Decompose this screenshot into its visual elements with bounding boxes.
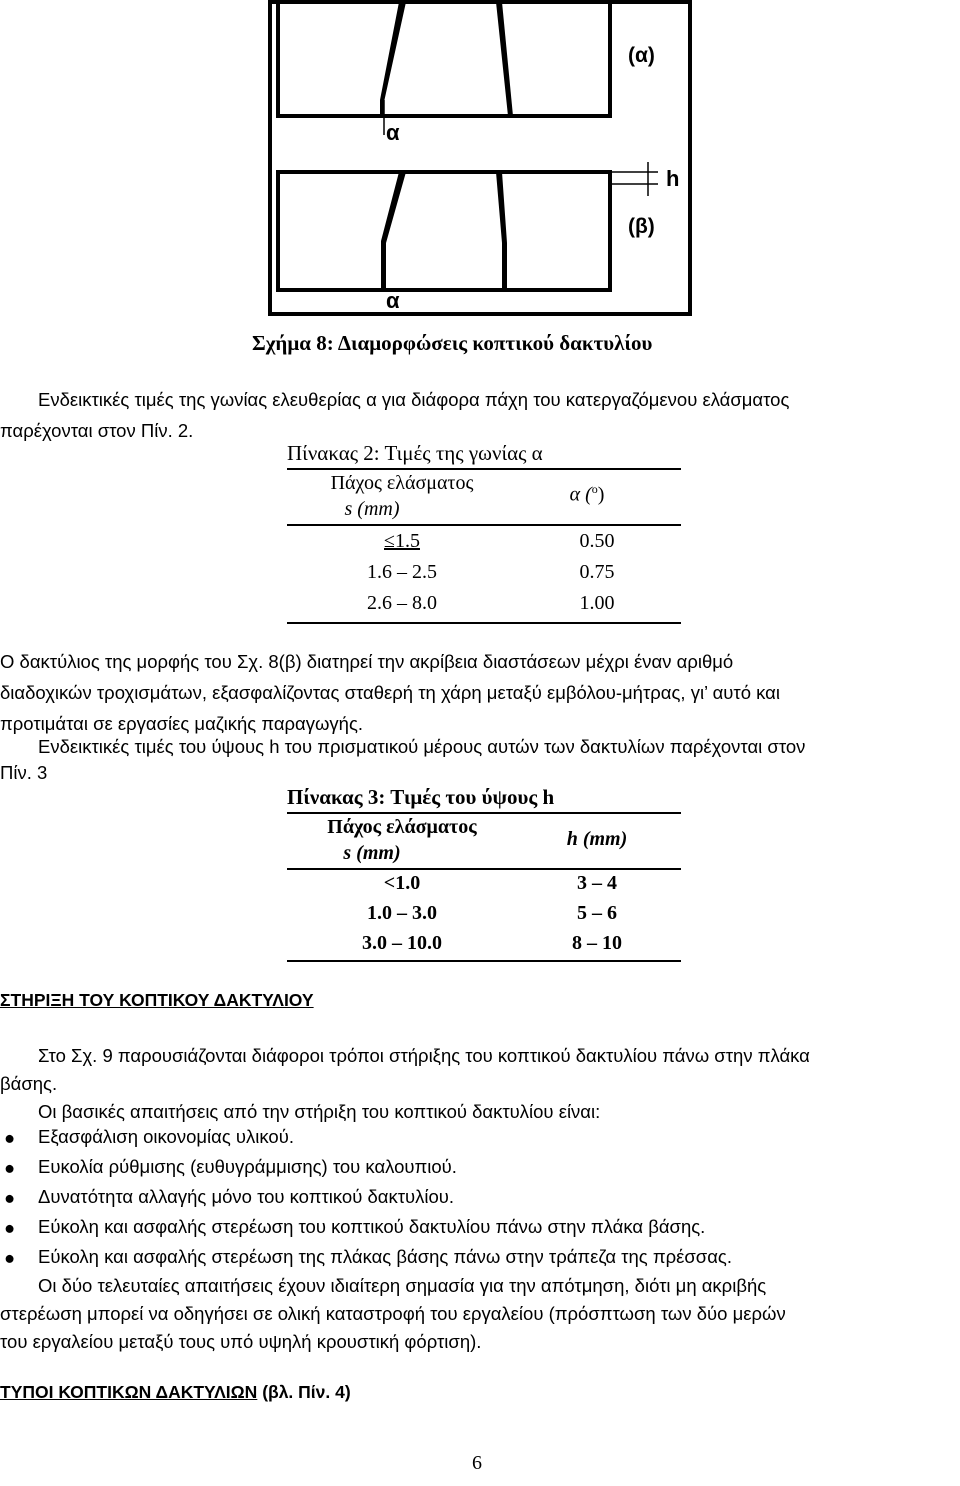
para-2-line-1: Ο δακτύλιος της μορφής του Σχ. 8(β) διατηρεί την ακρίβεια διαστάσεων μέχρι έναν αριθμό (0, 651, 734, 672)
para-4-line-1: Οι δύο τελευταίες απαιτήσεις έχουν ιδιαίτερη σημασία για την απότμηση, διότι μη ακριβής (38, 1275, 767, 1296)
table-2-col1-header-2 (287, 498, 457, 521)
table-3-bottom-rule (287, 960, 681, 962)
para-3-line-1: Στο Σχ. 9 παρουσιάζονται διάφοροι τρόποι στήριξης του κοπτικού δακτυλίου πάνω στην πλάκα (38, 1045, 810, 1066)
table-2-row-1-s: ≤1.5 (384, 530, 420, 552)
label-beta: (β) (628, 215, 655, 238)
para-3-line-3: Οι βασικές απαιτήσεις από την στήριξη του κοπτικού δακτυλίου είναι: (38, 1101, 601, 1122)
angle-label-top: α (386, 120, 400, 145)
para-4-line-2: στερέωση μπορεί να οδηγήσει σε ολική καταστροφή του εργαλείου (πρόσπτωση των δύο μερών (0, 1303, 786, 1324)
bullet-dot: ● (4, 1127, 16, 1148)
label-h: h (666, 166, 680, 191)
table-3-row-1-h: 3 – 4 (577, 872, 617, 894)
angle-label-bottom: α (386, 288, 400, 313)
bullet-dot: ● (4, 1187, 16, 1208)
table-2-title: Πίνακας 2: Τιμές της γωνίας α (287, 441, 543, 465)
table-2-row-3-a: 1.00 (579, 592, 615, 614)
table-3-col1-header-1: Πάχος ελάσματος (327, 816, 477, 838)
table-3-top-rule (287, 812, 681, 814)
table-3-row-2-h: 5 – 6 (577, 902, 617, 924)
table-3-row-3-h: 8 – 10 (572, 932, 622, 954)
table-2-col1-header-1: Πάχος ελάσματος (330, 472, 474, 494)
bullet-dot: ● (4, 1157, 16, 1178)
table-2-top-rule (287, 468, 681, 470)
bullet-text: Ευκολία ρύθμισης (ευθυγράμμισης) του καλουπιού. (38, 1156, 457, 1177)
para-2-line-4: Ενδεικτικές τιμές του ύψους h του πρισματικού μέρους αυτών των δακτυλίων παρέχονται στον (38, 736, 806, 757)
para-3-line-2: βάσης. (0, 1073, 58, 1094)
table-3-col2-header-text: h (mm) (566, 828, 628, 850)
table-2-bottom-rule (287, 622, 681, 624)
para-1-line-1: Ενδεικτικές τιμές της γωνίας ελευθερίας α για διάφορα πάχη του κατεργαζόμενου ελάσματος (38, 389, 790, 410)
table-3-col1-header-2 (287, 842, 457, 865)
table-2-row-3-s: 2.6 – 8.0 (367, 592, 437, 614)
table-2-row-2-s: 1.6 – 2.5 (367, 561, 437, 583)
table-3 (287, 812, 681, 962)
section-heading-types-ref: (βλ. Πίν. 4) (257, 1382, 351, 1402)
para-1-line-2: παρέχονται στον Πίν. 2. (0, 420, 194, 441)
bullet-text: Εξασφάλιση οικονομίας υλικού. (38, 1126, 294, 1147)
figure-8 (268, 0, 694, 318)
section-heading-support: ΣΤΗΡΙΞΗ ΤΟΥ ΚΟΠΤΙΚΟΥ ΔΑΚΤΥΛΙΟΥ (0, 990, 314, 1010)
section-heading-types (0, 1382, 351, 1403)
section-heading-types-underlined: ΤΥΠΟΙ ΚΟΠΤΙΚΩΝ ΔΑΚΤΥΛΙΩΝ (0, 1382, 258, 1402)
table-2-col1-header-2-text: s (mm) (344, 498, 400, 520)
table-2-col2-header (517, 482, 657, 507)
page-number: 6 (472, 1452, 482, 1474)
table-2 (287, 468, 681, 624)
table-2-header-rule (287, 524, 681, 526)
para-2-line-2: διαδοχικών τροχισμάτων, εξασφαλίζοντας σταθερή τη χάρη μεταξύ εμβόλου-μήτρας, γι’ αυτό και (0, 682, 780, 703)
table-3-row-1-s: <1.0 (383, 872, 421, 894)
table-3-title: Πίνακας 3: Τιμές του ύψους h (287, 785, 555, 809)
table-2-col2-header-end: ) (597, 483, 605, 506)
bullet-text: Εύκολη και ασφαλής στερέωση του κοπτικού δακτυλίου πάνω στην πλάκα βάσης. (38, 1216, 706, 1237)
figure-caption: Σχήμα 8: Διαμορφώσεις κοπτικού δακτυλίου (252, 331, 653, 355)
table-3-col2-header (517, 828, 677, 851)
label-alpha-top: (α) (628, 44, 655, 67)
bullet-dot: ● (4, 1247, 16, 1268)
table-2-row-1-a: 0.50 (579, 530, 615, 552)
bullet-dot: ● (4, 1217, 16, 1238)
bullet-text: Εύκολη και ασφαλής στερέωση της πλάκας βάσης πάνω στην τράπεζα της πρέσσας. (38, 1246, 732, 1267)
table-3-col1-header-2-text: s (mm) (343, 842, 401, 864)
para-2-line-3: προτιμάται σε εργασίες μαζικής παραγωγής. (0, 713, 364, 734)
table-2-col2-header-text: α ( (569, 483, 592, 506)
bullet-list (0, 1126, 960, 1276)
degree-sup: o (591, 482, 598, 496)
table-3-row-3-s: 3.0 – 10.0 (362, 932, 442, 954)
table-3-header-rule (287, 868, 681, 870)
table-3-row-2-s: 1.0 – 3.0 (367, 902, 437, 924)
table-2-row-2-a: 0.75 (579, 561, 615, 583)
para-4-line-3: του εργαλείου μεταξύ τους υπό υψηλή κρουστική φόρτιση). (0, 1331, 482, 1352)
bullet-text: Δυνατότητα αλλαγής μόνο του κοπτικού δακτυλίου. (38, 1186, 455, 1207)
para-2-line-5: Πίν. 3 (0, 762, 48, 783)
